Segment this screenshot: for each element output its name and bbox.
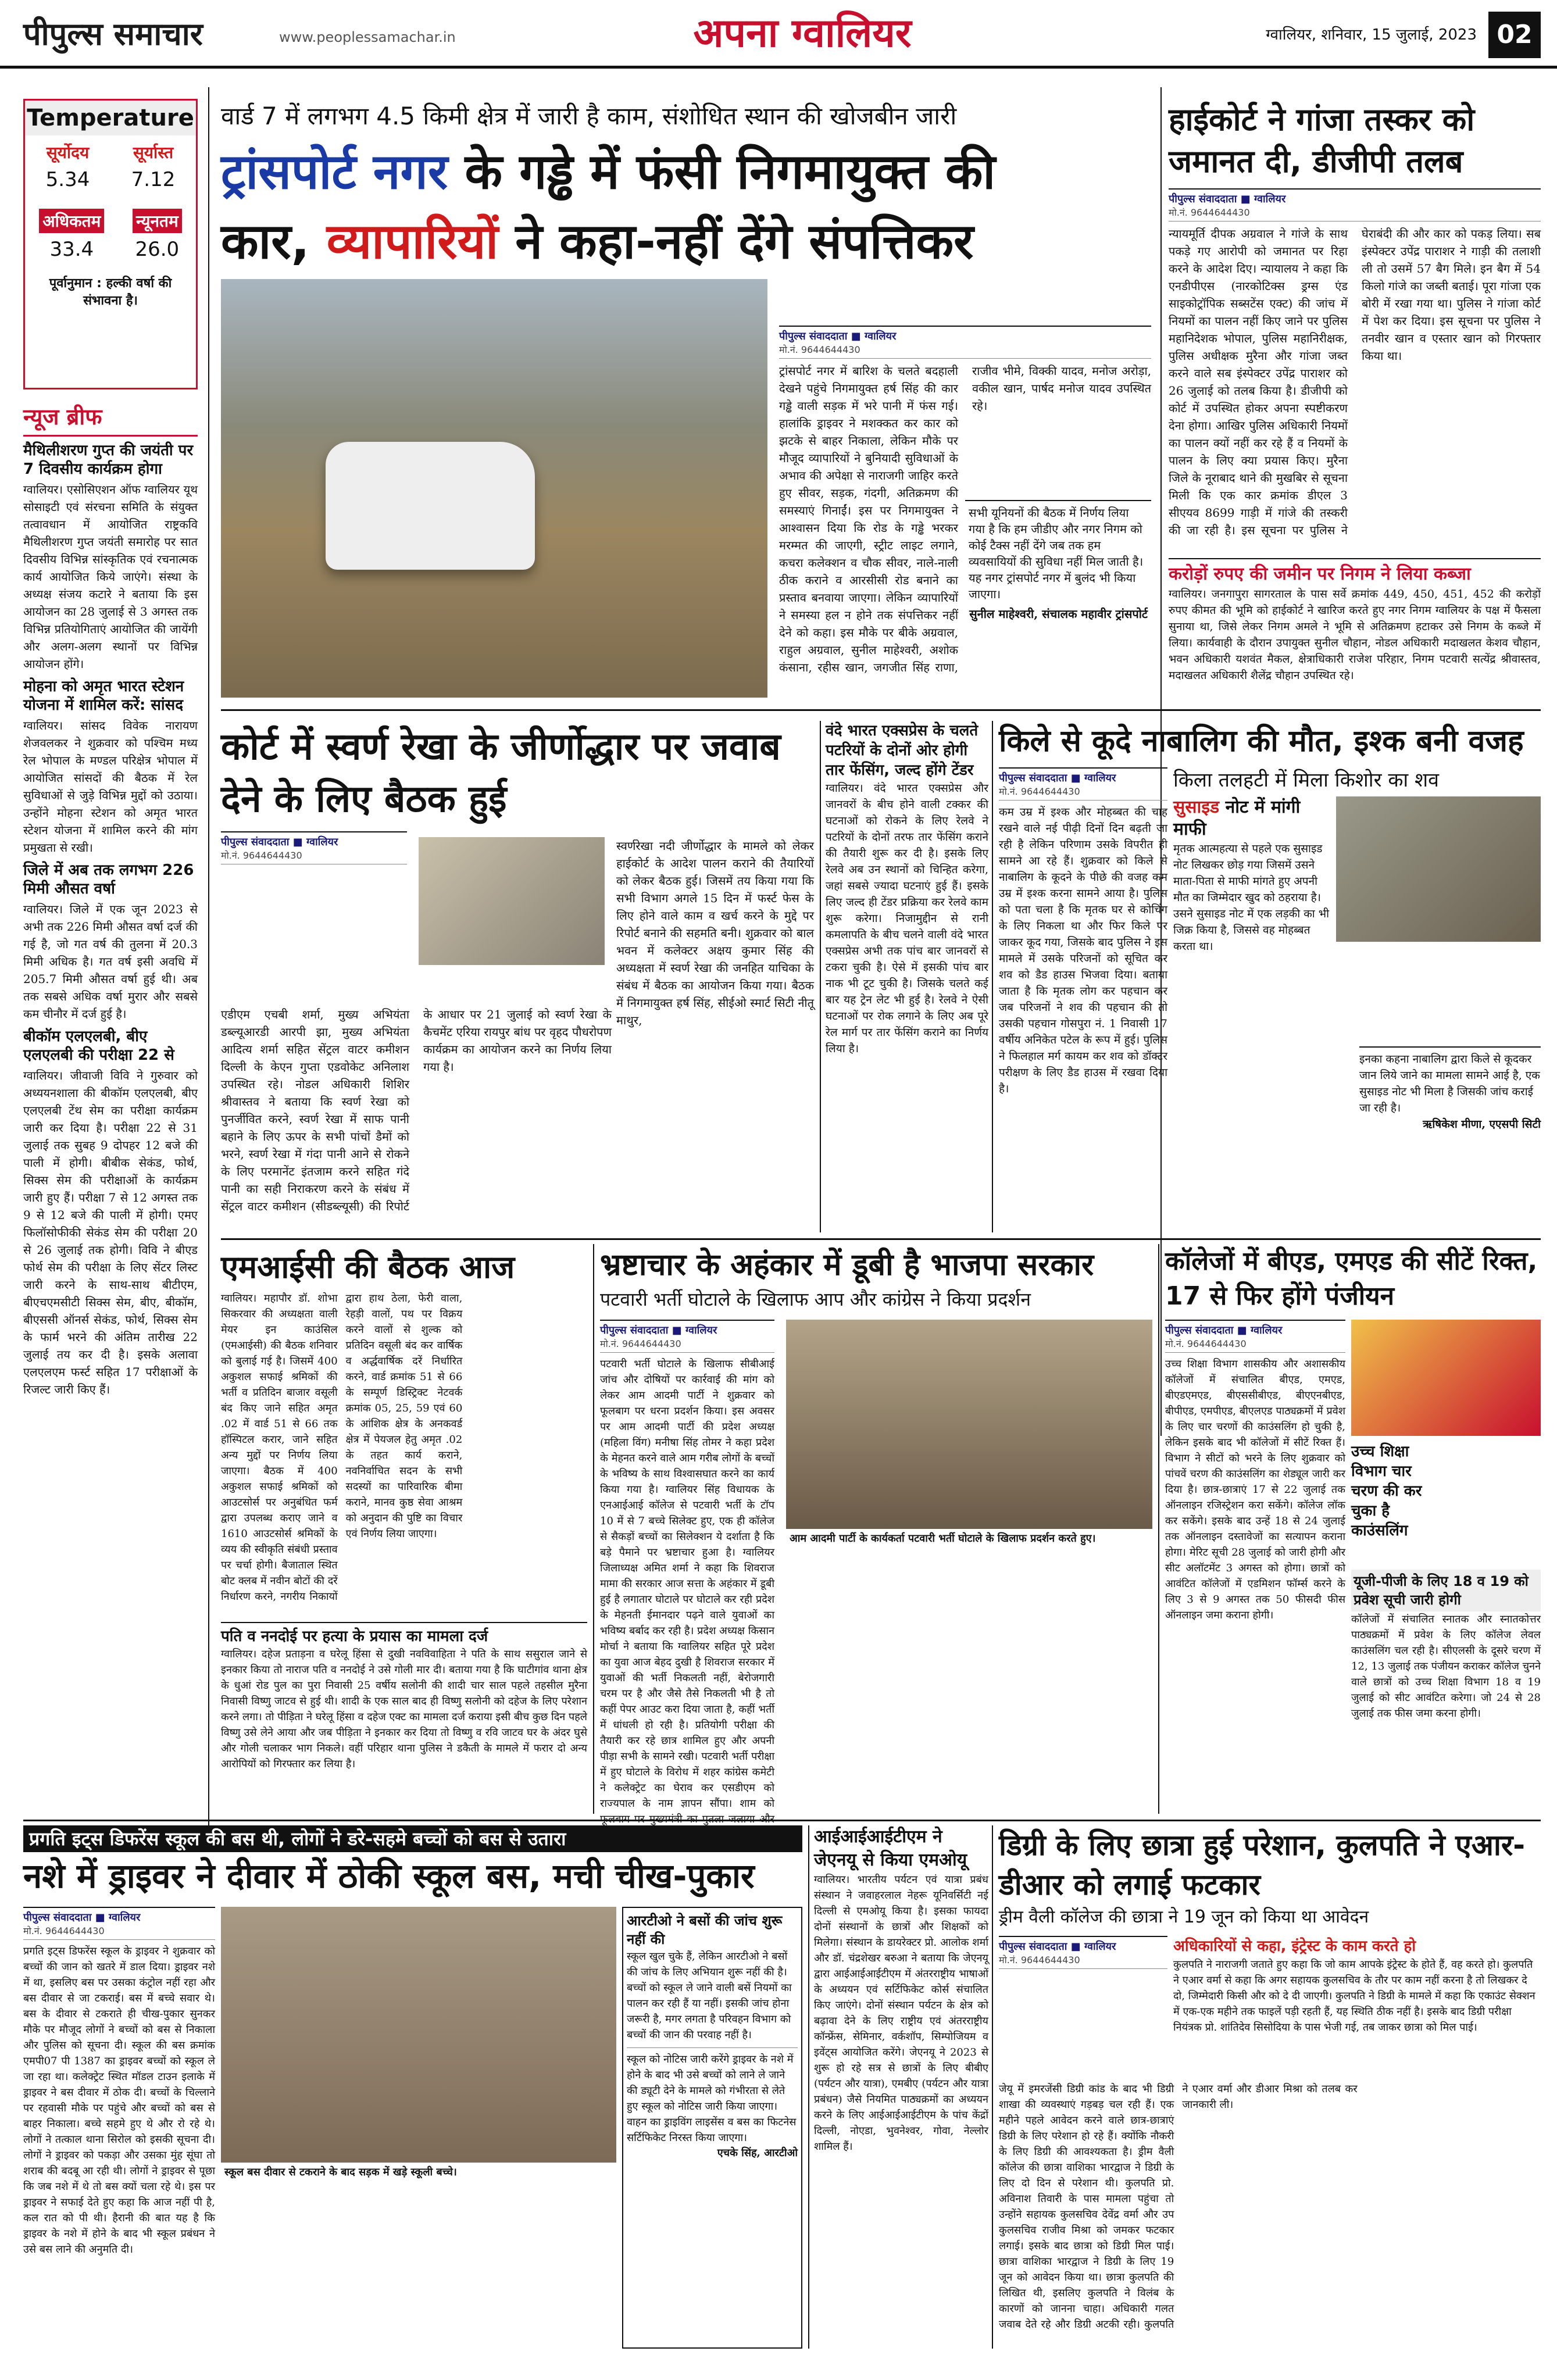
degree-subhead: ड्रीम वैली कॉलेज की छात्रा ने 19 जून को किया था आवेदन xyxy=(999,1907,1369,1927)
mic-story: एमआईसी की बैठक आज ग्वालियर। महापौर डॉ. शोभा सिकरवार की अध्यक्षता वाली मेयर इन काउंसिल (एमआईसी) की बैठक शनिवार को बुलाई गई है। जिसमें 400 अकुशल सफाई श्रमिकों की भर्ती व प्रतिदिन बाजार वसूली बंद किए जाने सहित अमृत .02 में वार्ड 51 से 66 तक हॉस्पिटल करार, जाने सहित अन्य मुद्दों पर निर्णय लिया जाएगा। बैठक में 400 अकुशल सफाई श्रमिकों को आउटसोर्स पर अनुबंधित फर्म द्वारा उपलब्ध कराए जाने व 1610 आउटसोर्स श्रमिकों के व्यय की स्वीकृति संबंधी प्रस्ताव पर चर्चा होगी। बैजाताल स्थित बोट क्लब में नवीन बोटों की दरें निर्धारण करने, नगरीय निकायों द्वारा हाथ ठेला, फेरी वाला, रेहड़ी वालों, पथ पर विक्रय करने वालों से शुल्क को प्रतिदिन वसूली बंद कर वार्षिक व अर्द्धवार्षिक दरें निर्धारित करने, वार्ड क्रमांक 51 से 66 के सम्पूर्ण डिस्ट्रिक्ट नेटवर्क क्रमांक 05, 25, 59 एवं 60 के आंशिक क्षेत्र के अनकवर्ड क्षेत्र में पेयजल हेतु अमृत .02 के तहत कार्य कराने, नवनिर्वाचित सदन के सभी सदस्यों का पारिवारिक बीमा कराने, मानव कुष्ठ सेवा आश्रम को अनुदान की पुष्टि का विचार एवं निर्णय लिया जाएगा। xyxy=(221,1244,587,1616)
lead-photo-car-in-pothole xyxy=(221,279,767,698)
degree-story: डिग्री के लिए छात्रा हुई परेशान, कुलपति ने एआर-डीआर को लगाई फटकार ड्रीम वैली कॉलेज की छात्रा ने 19 जून को किया था आवेदन अधिकारियों से कहा, इंट्रेस्ट के काम करते हो कुलपति ने नाराजगी जताते हुए कहा कि जो काम आपके इंट्रेस्ट के होते हैं, वह करते हो। कुलपति ने एआर वर्मा से कहा कि अगर सहायक कुलसचिव के तौर पर काम नहीं करना है तो लिखकर दे दो, जिम्मेदारी किसी और को दे दी जाएगी। कुलपति ने डिग्री के मामले में कहा कि एकाउंट सेक्शन में एक-एक महीने तक फाइलें पड़ी रहती हैं, यह स्थिति ठीक नहीं है। इसके बाद डिग्री परीक्षा नियंत्रक प्रो. शांतिदेव सिसोदिया के पास भेजी गई, तब जाकर छात्रा को मिल पाई। पीपुल्स संवाददाता ■ ग्वालियर मो.नं. 9644644430 जेयू में इमरजेंसी डिग्री कांड के बाद भी डिग्री शाखा की व्यवस्थाएं गड़बड़ चल रही हैं। एक महीने पहले आवेदन करने वाले छात्र-छात्राएं डिग्री के लिए परेशान हो रहे हैं। क्योंकि नौकरी के लिए डिग्री की आवश्यकता है। ड्रीम वैली कॉलेज की छात्रा वाशिका भारद्वाज ने डिग्री के लिए दो दिन से परेशान थी। कुलपति प्रो. अविनाश तिवारी के पास मामला पहुंचा तो उन्होंने सहायक कुलसचिव देवेंद्र वर्मा और उप कुलसचिव राजीव मिश्रा को जमकर फटकार लगाई। इसके बाद छात्रा को डिग्री मिल पाई। छात्रा वाशिका भारद्वाज ने डिग्री के लिए 19 जून को आवेदन किया था। छात्रा कुलपति की लिखित थी, इसलिए कुलपति ने विलंब के कारणों को जानना चाहा। अधिकारी गलत जवाब देते रहे और डिग्री अटकी रही। कुलपति ने एआर वर्मा और डीआर मिश्रा को तलब कर जानकारी ली। xyxy=(999,1825,1541,2349)
weather-box xyxy=(23,99,198,389)
bjp-protest-photo xyxy=(786,1320,1152,1529)
sunrise-label: सूर्योदय xyxy=(46,143,90,162)
bjp-story: भ्रष्टाचार के अहंकार में डूबी है भाजपा सरकार पटवारी भर्ती घोटाले के खिलाफ आप और कांग्रेस ने किया प्रदर्शन पीपुल्स संवाददाता ■ ग्वालियर मो.नं. 9644644430 पटवारी भर्ती घोटाले के खिलाफ सीबीआई जांच और दोषियों पर कार्रवाई की मांग को लेकर आम आदमी पार्टी ने शुक्रवार को फूलबाग पर धरना प्रदर्शन किया। इस अवसर पर आम आदमी पार्टी की प्रदेश अध्यक्ष (महिला विंग) मनीषा सिंह तोमर ने कहा प्रदेश के मेहनत करने वाले आम गरीब लोगों के बच्चों के भविष्य के साथ विश्वासघात करने का कार्य किया गया है। ग्वालियर सिंह विधायक के एनआईआई कॉलेज से पटवारी भर्ती के टॉप 10 में से 7 बच्चे सिलेक्ट हुए, एक ही कॉलेज से सैकड़ों बच्चों का सिलेक्शन ये दर्शाता है कि बड़े पैमाने पर भ्रष्टाचार हुआ है। ग्वालियर जिलाध्यक्ष अमित शर्मा ने कहा कि शिवराज मामा की सरकार आज सत्ता के अहंकार में डूबी हुई है लगातार घोटाले पर घोटाले कर रही प्रदेश के मेहनती ईमानदार पढ़ने वाले युवाओं का भविष्य बर्बाद कर रही है। प्रदेश अध्यक्ष किसान मोर्चा ने बताया कि ग्वालियर सहित पूरे प्रदेश का युवा आज बेहद दुखी है शिवराज सरकार में युवाओं की भर्ती निकलती नहीं, बेरोजगारी चरम पर है और जैसे तैसे निकलती भी है तो कहीं पेपर आउट करा दिया जाता है, कहीं भर्ती में धांधली हो रही है। प्रतियोगी परीक्षा की तैयारी कर रहे छात्र शामिल हुए और अपनी पीड़ा सभी के सामने रखी। पटवारी भर्ती परीक्षा में हुए घोटाले के विरोध में शहर कांग्रेस कमेटी ने कलेक्ट्रेट का घेराव कर एसडीएम को राज्यपाल के नाम ज्ञापन सौंपा। शाम को आम आदमी पार्टी के कार्यकर्ता पटवारी भर्ती घोटाले के खिलाफ प्रदर्शन करते हुए। xyxy=(600,1244,1152,1814)
pati-story: पति व ननदोई पर हत्या के प्रयास का मामला दर्ज ग्वालियर। दहेज प्रताड़ना व घरेलू हिंसा से दुखी नवविवाहिता ने पति के साथ ससुराल जाने से इनकार किया तो नाराज पति व ननदोई ने उसे गोली मार दी। बताया गया है कि घाटीगांव थाना क्षेत्र के धुआं रोड पुल का पुरा निवासी 25 वर्षीय सलोनी की शादी चार साल पहले तहसील मुरैना निवासी विष्णु जाटव से हुई थी। शादी के एक साल बाद ही विष्णु सलोनी को दहेज के लिए परेशान करने लगा। तो पीड़िता ने घरेलू हिंसा व दहेज एक्ट का मामला दर्ज कराया इसी बीच कुछ दिन पहले विष्णु उसे लेने आया और जब पीड़िता ने इनकार कर दिया तो विष्णु व रवि जाटव घर के अंदर घुसे और गोली चलाकर भाग निकले। वहीं परिहार थाना पुलिस ने डकैती के मामले में फरार दो अन्य आरोपियों को गिरफ्तार कर लिया है। xyxy=(221,1622,587,1814)
bus-accident-photo xyxy=(221,1907,616,2163)
iiitm-headline: आईआईआईटीएम ने जेएनयू से किया एमओयू xyxy=(814,1827,967,1870)
weather-forecast: पूर्वानुमान : हल्की वर्षा की संभावना है। xyxy=(49,276,172,308)
sunset-value: 7.12 xyxy=(131,168,176,191)
brief-item: मोहना को अमृत भारत स्टेशन योजना में शामिल करें: सांसद ग्वालियर। सांसद विवेक नारायण शेजवलकर ने शुक्रवार को पश्चिम मध्य रेल भोपाल के मण्डल परिक्षेत्र भोपाल में आयोजित सांसदों की बैठक में रेल सुविधाओं से जुड़े विभिन्न मुद्दों को उठाया। उन्होंने मोहना स्टेशन को अमृत भारत स्टेशन योजना में शामिल करने की मांग प्रमुखता से रखी। xyxy=(23,678,198,855)
land-story: करोड़ों रुपए की जमीन पर निगम ने लिया कब्जा ग्वालियर। जनगापुरा सागरताल के पास सर्वे क्रमांक 449, 450, 451, 452 की करोड़ों रुपए कीमत की भूमि को हाईकोर्ट ने खारिज करते हुए नगर निगम ग्वालियर के पक्ष में फैसला सुनाया था, जिसे लेकर निगम अमले ने भूमि से अतिक्रमण हटाकर उसे निगम के कब्जे में लिया। कार्यवाही के दौरान उपायुक्त सुनील चौहान, नोडल अधिकारी मदाखलत केशव चौहान, भवन अधिकारी यशवंत मैकल, क्षेत्राधिकारी राजेश परिहार, निगम पटवारी सत्येंद्र श्रीवास्तव, मदाखलत अधिकारी शैलेंद्र चौहान उपस्थित रहे। xyxy=(1169,558,1541,732)
bus-photo-caption: स्कूल बस दीवार से टकराने के बाद सड़क में खड़े स्कूली बच्चे। xyxy=(221,2164,616,2182)
quote-author: एचके सिंह, आरटीओ xyxy=(717,2147,798,2159)
sunrise-value: 5.34 xyxy=(45,168,90,191)
website-url: www.peoplessamachar.in xyxy=(279,29,456,45)
rto-box: आरटीओ ने बसों की जांच शुरू नहीं की स्कूल खुल चुके हैं, लेकिन आरटीओ ने बसों की जांच के लिए अभियान शुरू नहीं की है। बच्चों को स्कूल ले जाने वाली बसें नियमों का पालन कर रही हैं या नहीं। इसकी जांच होना जरूरी है, मगर लगता है परिवहन विभाग को बच्चों की जान की परवाह नहीं है। स्कूल को नोटिस जारी करेंगे ड्राइवर के नशे में होने के बाद भी उसे बच्चों को लाने ले जाने की ड्यूटी देने के मामले को गंभीरता से लेते हुए स्कूल को नोटिस जारी किया जाएगा। वाहन का ड्राइविंग लाइसेंस व बस का फिटनेस सर्टिफिकेट निरस्त किया जाएगा। एचके सिंह, आरटीओ xyxy=(622,1907,802,2349)
quote-author: ऋषिकेश मीणा, एएसपी सिटी xyxy=(1423,1118,1541,1131)
college-box: उच्च शिक्षा विभाग चार चरण की कर चुका है काउंसलिंग xyxy=(1351,1443,1422,1539)
sunset-label: सूर्यास्त xyxy=(133,143,174,162)
vb-headline: वंदे भारत एक्सप्रेस के चलते पटरियों के दोनों ओर होगी तार फेंसिंग, जल्द होंगे टेंडर xyxy=(826,722,979,779)
fort-subhead: किला तलहटी में मिला किशोर का शव xyxy=(1173,769,1440,792)
min-temp-value: 26.0 xyxy=(135,238,180,261)
section-title: अपना ग्वालियर xyxy=(693,10,912,56)
lead-quote: सभी यूनियनों की बैठक में निर्णय लिया गया है कि हम जीडीए और नगर निगम को कोई टैक्स नहीं देंगे जब तक हम व्यवसायियों की सुविधा नहीं मिल जाती है। यह नगर ट्रांसपोर्ट नगर में बुलंद भी किया जाएगा। सुनील माहेश्वरी, संचालक महावीर ट्रांसपोर्ट xyxy=(965,500,1151,698)
fort-story: किले से कूदे नाबालिग की मौत, इश्क बनी वजह किला तलहटी में मिला किशोर का शव पीपुल्स संवाददाता ■ ग्वालियर मो.नं. 9644644430 कम उम्र में इश्क और मोहब्बत की चाह रखने वाले नई पीढ़ी दिनों दिन बढ़ती जा रही है लेकिन परिणाम उसके विपरीत ही सामने आ रहे हैं। शुक्रवार को किले से नाबालिग के कूदने के पीछे की वजह कम उम्र में इश्क करना सामने आया है। पुलिस को पता चला है कि मृतक घर से कोचिंग के लिए निकला था और फिर किले पर जाकर कूद गया, जिसके बाद पुलिस ने इस मामले में उसके परिजनों को सूचित कर शव को डैड हाउस भिजवा दिया। बताया जाता है कि मृतक लोग कर पहचान कर जब परिजनों ने शव की पहचान की तो उसकी पहचान गोसपुरा नं. 1 निवासी 17 वर्षीय अनिकेत पटेल के रूप में हुई। पुलिस ने फिलहाल मर्ग कायम कर शव को डॉक्टर परीक्षण के लिए डैड हाउस में रखवा दिया है। सुसाइड नोट में मांगी माफी मृतक आत्महत्या से पहले एक सुसाइड नोट लिखकर छोड़ गया जिसमें उसने माता-पिता से माफी मांगते हुए अपनी मौत का जिम्मेदार खुद को ठहराया है। उसने सुसाइड नोट में एक लड़की का भी जिक्र किया है, जिससे वह मोहब्बत करता था। इनका कहना नाबालिग द्वारा किले से कूदकर जान लिये जाने का मामला सामने आई है, एक सुसाइड नोट भी मिला है जिसकी जांच कराई जा रही है। ऋषिकेश मीणा, एएसपी सिटी xyxy=(999,721,1541,1232)
court-story: कोर्ट में स्वर्ण रेखा के जीर्णोद्धार पर जवाब देने के लिए बैठक हुई पीपुल्स संवाददाता ■ ग्वालियर मो.नं. 9644644430 स्वर्णरेखा नदी जीर्णोद्धार के मामले को लेकर हाईकोर्ट के आदेश पालन कराने की तैयारियों को लेकर बैठक हुई। जिसमें तय किया गया कि सभी विभाग अगले 15 दिन में फर्स्ट फेस के लिए होने वाले काम व खर्च करने के मुद्दे पर रिपोर्ट बनाने की सहमति बनी। शुक्रवार को बाल भवन में कलेक्टर अक्षय कुमार सिंह की अध्यक्षता में स्वर्ण रेखा की जनहित याचिका के संबंध में बैठक का आयोजन किया गया। बैठक में निगमायुक्त हर्ष सिंह, सीईओ स्मार्ट सिटी नीतू माथुर, एडीएम एचबी शर्मा, मुख्य अभियंता डब्ल्यूआरडी आरपी झा, मुख्य अभियंता आदित्य शर्मा सहित सेंट्रल वाटर कमीशन दिल्ली के केएन गुप्ता एडवोकेट अनिलाश उपस्थित रहे। नोडल अधिकारी शिशिर श्रीवास्तव ने बताया कि स्वर्ण रेखा को पुनर्जीवित करने, स्वर्ण रेखा में साफ पानी बहाने के लिए ऊपर के सभी पांचों डैमों को भरने, स्वर्ण रेखा में गंदा पानी आने से रोकने के लिए परमानेंट इंतजाम करने सहित गंदे पानी का सही निराकरण करने के संबंध में सेंट्रल वाटर कमीशन (सीडब्ल्यूसी) की रिपोर्ट के आधार पर 21 जुलाई को स्वर्ण रेखा के कैचमेंट एरिया रायपुर बांध पर वृहद पौधरोपण कार्यक्रम का आयोजन करने का निर्णय लिया गया है। xyxy=(221,721,814,1232)
brief-item: मैथिलीशरण गुप्त की जयंती पर 7 दिवसीय कार्यक्रम होगा ग्वालियर। एसोसिएशन ऑफ ग्वालियर यूथ सोसाइटी एवं संरचना समिति के संयुक्त तत्वावधान में आयोजित राष्ट्रकवि मैथिलीशरण गुप्त जयंती समारोह पर सात दिवसीय विभिन्न सांस्कृतिक एवं रचनात्मक कार्य आयोजित किये जाएंगे। संस्था के अध्यक्ष संजय कटारे ने बताया कि इस आयोजन का 28 जुलाई से 3 अगस्त तक विभिन्न प्रतियोगिताएं आयोजित की जायेंगी और अलग-अलग स्थानों पर विभिन्न आयोजन होंगे। xyxy=(23,442,198,671)
max-temp-value: 33.4 xyxy=(49,238,94,261)
fort-headline: किले से कूदे नाबालिग की मौत, इश्क बनी वजह xyxy=(999,724,1524,759)
degree-box: अधिकारियों से कहा, इंट्रेस्ट के काम करते हो कुलपति ने नाराजगी जताते हुए कहा कि जो काम आपके इंट्रेस्ट के होते हैं, वह करते हो। कुलपति ने एआर वर्मा से कहा कि अगर सहायक कुलसचिव के तौर पर काम नहीं करना है तो लिखकर दे दो, जिम्मेदारी किसी और को दे दी जाएगी। कुलपति ने डिग्री के मामले में कहा कि एकाउंट सेक्शन में एक-एक महीने तक फाइलें पड़ी रहती हैं, यह स्थिति ठीक नहीं है। इसके बाद डिग्री परीक्षा नियंत्रक प्रो. शांतिदेव सिसोदिया के पास भेजी गई, तब जाकर छात्रा को मिल पाई। xyxy=(1173,1938,1535,2034)
news-brief xyxy=(23,401,198,1837)
mic-headline: एमआईसी की बैठक आज xyxy=(221,1249,515,1285)
weather-title: Temperature xyxy=(25,101,196,135)
masthead xyxy=(0,0,1557,69)
hc-headline: हाईकोर्ट ने गांजा तस्कर को जमानत दी, डीजीपी तलब xyxy=(1169,101,1475,180)
bjp-photo-caption: आम आदमी पार्टी के कार्यकर्ता पटवारी भर्ती घोटाले के खिलाफ प्रदर्शन करते हुए। xyxy=(786,1530,1152,1549)
suicide-note-box: सुसाइड नोट में मांगी माफी मृतक आत्महत्या से पहले एक सुसाइड नोट लिखकर छोड़ गया जिसमें उसने माता-पिता से माफी मांगते हुए अपनी मौत का जिम्मेदार खुद को ठहराया है। उसने सुसाइड नोट में एक लड़की का भी जिक्र किया है, जिससे वह मोहब्बत करता था। xyxy=(1173,797,1330,953)
bus-headline: नशे में ड्राइवर ने दीवार में ठोकी स्कूल बस, मची चीख-पुकार xyxy=(23,1856,755,1896)
court-headline: कोर्ट में स्वर्ण रेखा के जीर्णोद्धार पर जवाब देने के लिए बैठक हुई xyxy=(221,726,781,821)
fort-boy-photo xyxy=(1336,796,1541,942)
lead-kicker: वार्ड 7 में लगभग 4.5 किमी क्षेत्र में जारी है काम, संशोधित स्थान की खोजबीन जारी xyxy=(221,102,957,130)
iiitm-story: आईआईआईटीएम ने जेएनयू से किया एमओयू ग्वालियर। भारतीय पर्यटन एवं यात्रा प्रबंध संस्थान ने जवाहरलाल नेहरू यूनिवर्सिटी नई दिल्ली से एमओयू किया है। इसका फायदा दोनों संस्थानों के छात्रों और शिक्षकों को मिलेगा। संस्थान के डायरेक्टर प्रो. आलोक शर्मा और डॉ. चंद्रशेखर बरुआ ने बताया कि जेएनयू द्वारा आईआईआईटीएम में अंतरराष्ट्रीय भाषाओं के अध्ययन एवं सर्टिफिकेट कोर्स संचालित किए जाएंगे। दोनों संस्थान पर्यटन के क्षेत्र को बढ़ावा देने के लिए राष्ट्रीय एवं अंतरराष्ट्रीय कॉन्फ्रेंस, सेमिनार, वर्कशॉप, सिम्पोजियम व इवेंट्स आयोजित करेंगे। जेएनयू ने 2023 से शुरू हो रहे सत्र से छात्रों के लिए बीबीए (पर्यटन और यात्रा), एमबीए (पर्यटन और यात्रा प्रबंधन) जैसे नियमित पाठ्यक्रमों का अध्ययन करने के लिए आईआईआईटीएम के पांच केंद्रों दिल्ली, नोएडा, भुवनेश्वर, गोवा, नेल्लोर शामिल हैं। xyxy=(814,1827,988,2153)
lead-headline-line1: ट्रांसपोर्ट नगर के गड्ढे में फंसी निगमायुक्त की xyxy=(221,143,996,200)
newspaper-logo: पीपुल्स समाचार xyxy=(23,16,203,52)
bus-kicker: प्रगति इट्स डिफरेंस स्कूल की बस थी, लोगों ने डरे-सहमे बच्चों को बस से उतारा xyxy=(23,1825,802,1852)
bjp-subhead: पटवारी भर्ती घोटाले के खिलाफ आप और कांग्रेस ने किया प्रदर्शन xyxy=(600,1288,1031,1310)
dateline: ग्वालियर, शनिवार, 15 जुलाई, 2023 xyxy=(1266,26,1477,44)
brief-item: जिले में अब तक लगभग 226 मिमी औसत वर्षा ग्वालियर। जिले में एक जून 2023 से अभी तक 226 मिमी औसत वर्षा दर्ज की गई है, जो गत वर्ष की तुलना में 20.3 मिमी अधिक है। गत वर्ष इसी अवधि में 205.7 मिमी औसत वर्षा हुई थी। अब तक सबसे अधिक वर्षा मुरार और सबसे कम चीनौर में दर्ज हुई है। xyxy=(23,862,198,1021)
vande-bharat-story: वंदे भारत एक्सप्रेस के चलते पटरियों के दोनों ओर होगी तार फेंसिंग, जल्द होंगे टेंडर ग्वालियर। वंदे भारत एक्सप्रेस और जानवरों के बीच होने वाली टक्कर की घटनाओं को रोकने के लिए रेलवे ने पटरियों के दोनों तरफ तार फेंसिंग कराने की तैयारी शुरू कर दी है। इसके लिए रेलवे अब उन स्थानों को चिन्हित करेगा, जहां सबसे ज्यादा घटनाएं हुई हैं। इसके लिए जल्द ही टेंडर प्रक्रिया कर रेलवे काम शुरू करेगा। निजामुद्दीन से रानी कमलापति के बीच चलने वाली वंदे भारत एक्सप्रेस अभी तक पांच बार जानवरों से टकरा चुकी है। ऐसे में इसकी पांच बार नाक भी टूट चुकी है। जिसके चलते कई बार यह ट्रेन लेट भी हुई है। रेलवे ने ऐसी घटनाओं पर रोक लगाने के लिए अब पूरे रेल मार्ग पर तार फेंसिंग कराने का निर्णय लिया है। xyxy=(826,722,988,1055)
lead-headline-line2: कार, व्यापारियों ने कहा-नहीं देंगे संपत्तिकर xyxy=(221,213,974,270)
news-brief-title: न्यूज ब्रीफ xyxy=(23,401,198,437)
max-temp-label: अधिकतम xyxy=(39,209,104,233)
brief-item: बीकॉम एलएलबी, बीए एलएलबी की परीक्षा 22 से ग्वालियर। जीवाजी विवि ने गुरुवार को अध्ययनशाला की बीकॉम एलएलबी, बीए एलएलबी टेंथ सेम का परीक्षा कार्यक्रम जारी कर दिया है। परीक्षा 22 से 31 जुलाई तक सुबह 9 दोपहर 12 बजे की पाली में होगी। बीबीक सेकंड, फोर्थ, सिक्स सेम की परीक्षाओं के कार्यक्रम जारी हुए हैं। परीक्षा 7 से 12 अगस्त तक 9 से 12 बजे की पाली में होगी। एमए फिलॉसोफीकी सेकंड सेम की परीक्षा 20 से 26 जुलाई तक होगी। विवि ने बीएड फोर्थ सेम की परीक्षा के लिए सेंटर लिस्ट जारी करने के साथ-साथ बीटीएम, बीएचएमसीटी सिक्स सेम, बीए, बीकॉम, बीएससी ऑनर्स सेकंड, फोर्थ, सिक्स सेम के फार्म भरने की अंतिम तारीख 22 जुलाई तय कर दी है। इसके अलावा एलएलएम फर्स्ट सहित 17 परीक्षाओं के रिजल्ट जारी किए हैं। xyxy=(23,1028,198,1396)
degree-headline: डिग्री के लिए छात्रा हुई परेशान, कुलपति ने एआर-डीआर को लगाई फटकार xyxy=(999,1828,1526,1902)
bjp-headline: भ्रष्टाचार के अहंकार में डूबी है भाजपा सरकार xyxy=(600,1248,1094,1282)
college-headline: कॉलेजों में बीएड, एमएड की सीटें रिक्त, 17 से फिर होंगे पंजीयन xyxy=(1165,1246,1538,1311)
min-temp-label: न्यूनतम xyxy=(133,209,182,233)
quote-author: सुनील माहेश्वरी, संचालक महावीर ट्रांसपोर्ट xyxy=(969,607,1148,621)
college-illustration xyxy=(1351,1320,1541,1436)
college-story: कॉलेजों में बीएड, एमएड की सीटें रिक्त, 17 से फिर होंगे पंजीयन पीपुल्स संवाददाता ■ ग्वालियर मो.नं. 9644644430 उच्च शिक्षा विभाग शासकीय और अशासकीय कॉलेजों में संचालित बीएड, एमएड, बीएडएमएड, बीएससीबीएड, बीएएनबीएड, बीपीएड, एमपीएड, बीएलएड पाठ्यक्रमों में प्रवेश के लिए चार चरणों की काउंसलिंग हो चुकी है, लेकिन इसके बाद भी कॉलेजों में सीटें रिक्त हैं। विभाग ने सीटों को भरने के लिए शुक्रवार को पांचवें चरण की काउंसलिंग का शेड्यूल जारी कर दिया है। छात्र-छात्राएं 17 से 22 जुलाई तक ऑनलाइन रजिस्ट्रेशन करा सकेंगे। कॉलेज लॉक कर सकेंगे। इसके बाद उन्हें 18 से 24 जुलाई तक ऑनलाइन दस्तावेजों का सत्यापन कराना होगा। मेरिट सूची 28 जुलाई को जारी होगी और सीट अलॉटमेंट 3 अगस्त को होगा। छात्रों को आवंटित कॉलेजों में एडमिशन फॉर्म्स करने के लिए 3 से 9 अगस्त तक 50 फीसदी फीस ऑनलाइन जमा कराना होगी। उच्च शिक्षा विभाग चार चरण की कर चुका है काउंसलिंग यूजी-पीजी के लिए 18 व 19 को प्रवेश सूची जारी होगी कॉलेजों में संचालित स्नातक और स्नातकोत्तर पाठ्यक्रमों में प्रवेश के लिए कॉलेज लेवल काउंसलिंग चल रही है। सीएलसी के दूसरे चरण में 12, 13 जुलाई तक पंजीयन कराकर कॉलेज चुनने वाले छात्रों को उच्च शिक्षा विभाग 18 व 19 जुलाई को सीट आवंटित करेगा। जो 24 से 28 जुलाई तक फीस जमा करना होगी। xyxy=(1165,1244,1541,1814)
fort-quote: इनका कहना नाबालिग द्वारा किले से कूदकर जान लिये जाने का मामला सामने आई है, एक सुसाइड नोट भी मिला है जिसकी जांच कराई जा रही है। ऋषिकेश मीणा, एएसपी सिटी xyxy=(1359,1046,1541,1221)
pati-headline: पति व ननदोई पर हत्या के प्रयास का मामला दर्ज xyxy=(221,1628,488,1645)
court-meeting-photo xyxy=(419,837,605,965)
land-headline: करोड़ों रुपए की जमीन पर निगम ने लिया कब्जा xyxy=(1169,564,1471,584)
page-number: 02 xyxy=(1488,12,1541,58)
car-shape xyxy=(326,442,535,570)
bus-story: प्रगति इट्स डिफरेंस स्कूल की बस थी, लोगों ने डरे-सहमे बच्चों को बस से उतारा नशे में ड्राइवर ने दीवार में ठोकी स्कूल बस, मची चीख-पुकार पीपुल्स संवाददाता ■ ग्वालियर मो.नं. 9644644430 प्रगति इट्स डिफरेंस स्कूल के ड्राइवर ने शुक्रवार को बच्चों की जान को खतरे में डाल दिया। ड्राइवर नशे में था, इसलिए बस पर उसका कंट्रोल नहीं रहा और बस दीवार से जा टकराई। बस में बच्चे सवार थे। बस के दीवार से टकराते ही चीख-पुकार सुनकर मौके पर मौजूद लोगों ने बच्चों को बस से निकाला और पुलिस को सूचना दी। स्कूल की बस क्रमांक एमपी07 पी 1387 का ड्राइवर बच्चों को स्कूल ले जा रहा था। कलेक्ट्रेट स्थित मॉडल टाउन इलाके में ड्राइवर ने बस दीवार में ठोक दी। बच्चों के चिल्लाने पर रहवासी मौके पर पहुंचे और बच्चों को बस से बाहर निकाला। बच्चे सहमे हुए थे और रो रहे थे। लोगों ने तत्काल थाना सिरोल को इसकी सूचना दी। लोगों ने ड्राइवर को पकड़ा और उसका मुंह सूंघा तो शराब की बदबू आ रही थी। लोगों ने ड्राइवर से पूछा कि जब नशे में थे तो बस क्यों चला रहे थे। इस पर ड्राइवर ने सफाई देते हुए कहा कि आज नहीं पी है, कल रात को पी थी। हैरानी की बात यह है कि ड्राइवर के नशे में होने के बाद भी स्कूल प्रबंधन ने उसे बस लाने की अनुमति दी। स्कूल बस दीवार से टकराने के बाद सड़क में खड़े स्कूली बच्चे। आरटीओ ने बसों की जांच शुरू नहीं की स्कूल खुल चुके हैं, लेकिन आरटीओ ने बसों की जांच के लिए अभियान शुरू नहीं की है। बच्चों को स्कूल ले जाने वाली बसें नियमों का पालन कर रही हैं या नहीं। इसकी जांच होना जरूरी है, मगर लगता है परिवहन विभाग को बच्चों की जान की परवाह नहीं है। स्कूल को नोटिस जारी करेंगे ड्राइवर के नशे में होने के बाद भी उसे बच्चों को लाने ले जाने की ड्यूटी देने के मामले को गंभीरता से लेते हुए स्कूल को नोटिस जारी किया जाएगा। वाहन का ड्राइविंग लाइसेंस व बस का फिटनेस सर्टिफिकेट निरस्त किया जाएगा। एचके सिंह, आरटीओ xyxy=(23,1825,802,2349)
ug-pg-box: यूजी-पीजी के लिए 18 व 19 को प्रवेश सूची जारी होगी कॉलेजों में संचालित स्नातक और स्नातकोत्तर पाठ्यक्रमों में प्रवेश के लिए कॉलेज लेवल काउंसलिंग चल रही है। सीएलसी के दूसरे चरण में 12, 13 जुलाई तक पंजीयन कराकर कॉलेज चुनने वाले छात्रों को उच्च शिक्षा विभाग 18 व 19 जुलाई को सीट आवंटित करेगा। जो 24 से 28 जुलाई तक फीस जमा करना होगी। xyxy=(1351,1570,1541,1814)
lead-story: पीपुल्स संवाददाता ■ ग्वालियर मो.नं. 9644644430 ट्रांसपोर्ट नगर में बारिश के चलते बदहाली देखने पहुंचे निगमायुक्त हर्ष सिंह की कार गड्ढे वाली सड़क में भरे पानी में फंस गई। हालांकि ड्राइवर ने मशक्कत कर कार को झटके से बाहर निकाला, लेकिन मौके पर मौजूद व्यापारियों ने बुनियादी सुविधाओं के अभाव की अपेक्षा से नाराजगी जाहिर करते हुए सीवर, सड़क, गंदगी, अतिक्रमण की समस्याएं गिनाईं। इस पर निगमायुक्त ने आश्वासन दिया कि रोड के गड्ढे भरकर मरम्मत की जाएगी, स्ट्रीट लाइट लगाने, कचरा कलेक्शन व चौक सीवर, नाले-नाली ठीक कराने व आरसीसी रोड बनाने का प्रस्ताव बनवाया जाएगा। लेकिन व्यापारियों ने समस्या हल न होने तक संपत्तिकर नहीं देने को कहा। इस मौके पर बीके अग्रवाल, राहुल अग्रवाल, सुनील माहेश्वरी, अशोक कंसाना, रहीस खान, जगजीत सिंह राणा, राजीव भीमे, विक्की यादव, मनोज अरोड़ा, वकील खान, पार्षद मनोज यादव उपस्थित रहे। xyxy=(779,326,1151,698)
hc-story: हाईकोर्ट ने गांजा तस्कर को जमानत दी, डीजीपी तलब पीपुल्स संवाददाता ■ ग्वालियर मो.नं. 9644644430 न्यायमूर्ति दीपक अग्रवाल ने गांजे के साथ पकड़े गए आरोपी को जमानत पर रिहा करने के आदेश दिए। न्यायालय ने कहा कि एनडीपीएस (नारकोटिक्स ड्रग्स एंड साइकोट्रॉपिक सब्सटेंस एक्ट) की जांच में नियमों का पालन नहीं किए जाने पर पुलिस महानिदेशक भोपाल, पुलिस महानिरीक्षक, पुलिस अधीक्षक मुरैना और गांजा जब्त करने वाले सब इंस्पेक्टर उपेंद्र पाराशर को 26 जुलाई को तलब किया है। डीजीपी को कोर्ट में उपस्थित होकर अपना स्पष्टीकरण देना होगा। आखिर पुलिस अधिकारी नियमों का पालन क्यों नहीं कर रहे हैं व नियमों के पालन के लिए क्या प्रयास किए। मुरैना जिले के नूराबाद थाने की मुखबिर से सूचना मिली कि एक कार क्रमांक डीएल 3 सीएयव 8699 गाड़ी में गांजे की तस्करी की जा रही है। इस सूचना पर पुलिस ने घेराबंदी की और कार को पकड़ लिया। सब इंस्पेक्टर उपेंद्र पाराशर ने गाड़ी की तलाशी ली तो उसमें 57 बैग मिले। इन बैग में 54 किलो गांजे का जब्ती बताई। पूरा गांजा एक बोरी में रखा गया था। पुलिस ने गांजा कोर्ट में पेश कर दिया। इस सूचना पर पुलिस ने तनवीर खान व एस्तार खान को गिरफ्तार किया था। xyxy=(1169,99,1541,552)
